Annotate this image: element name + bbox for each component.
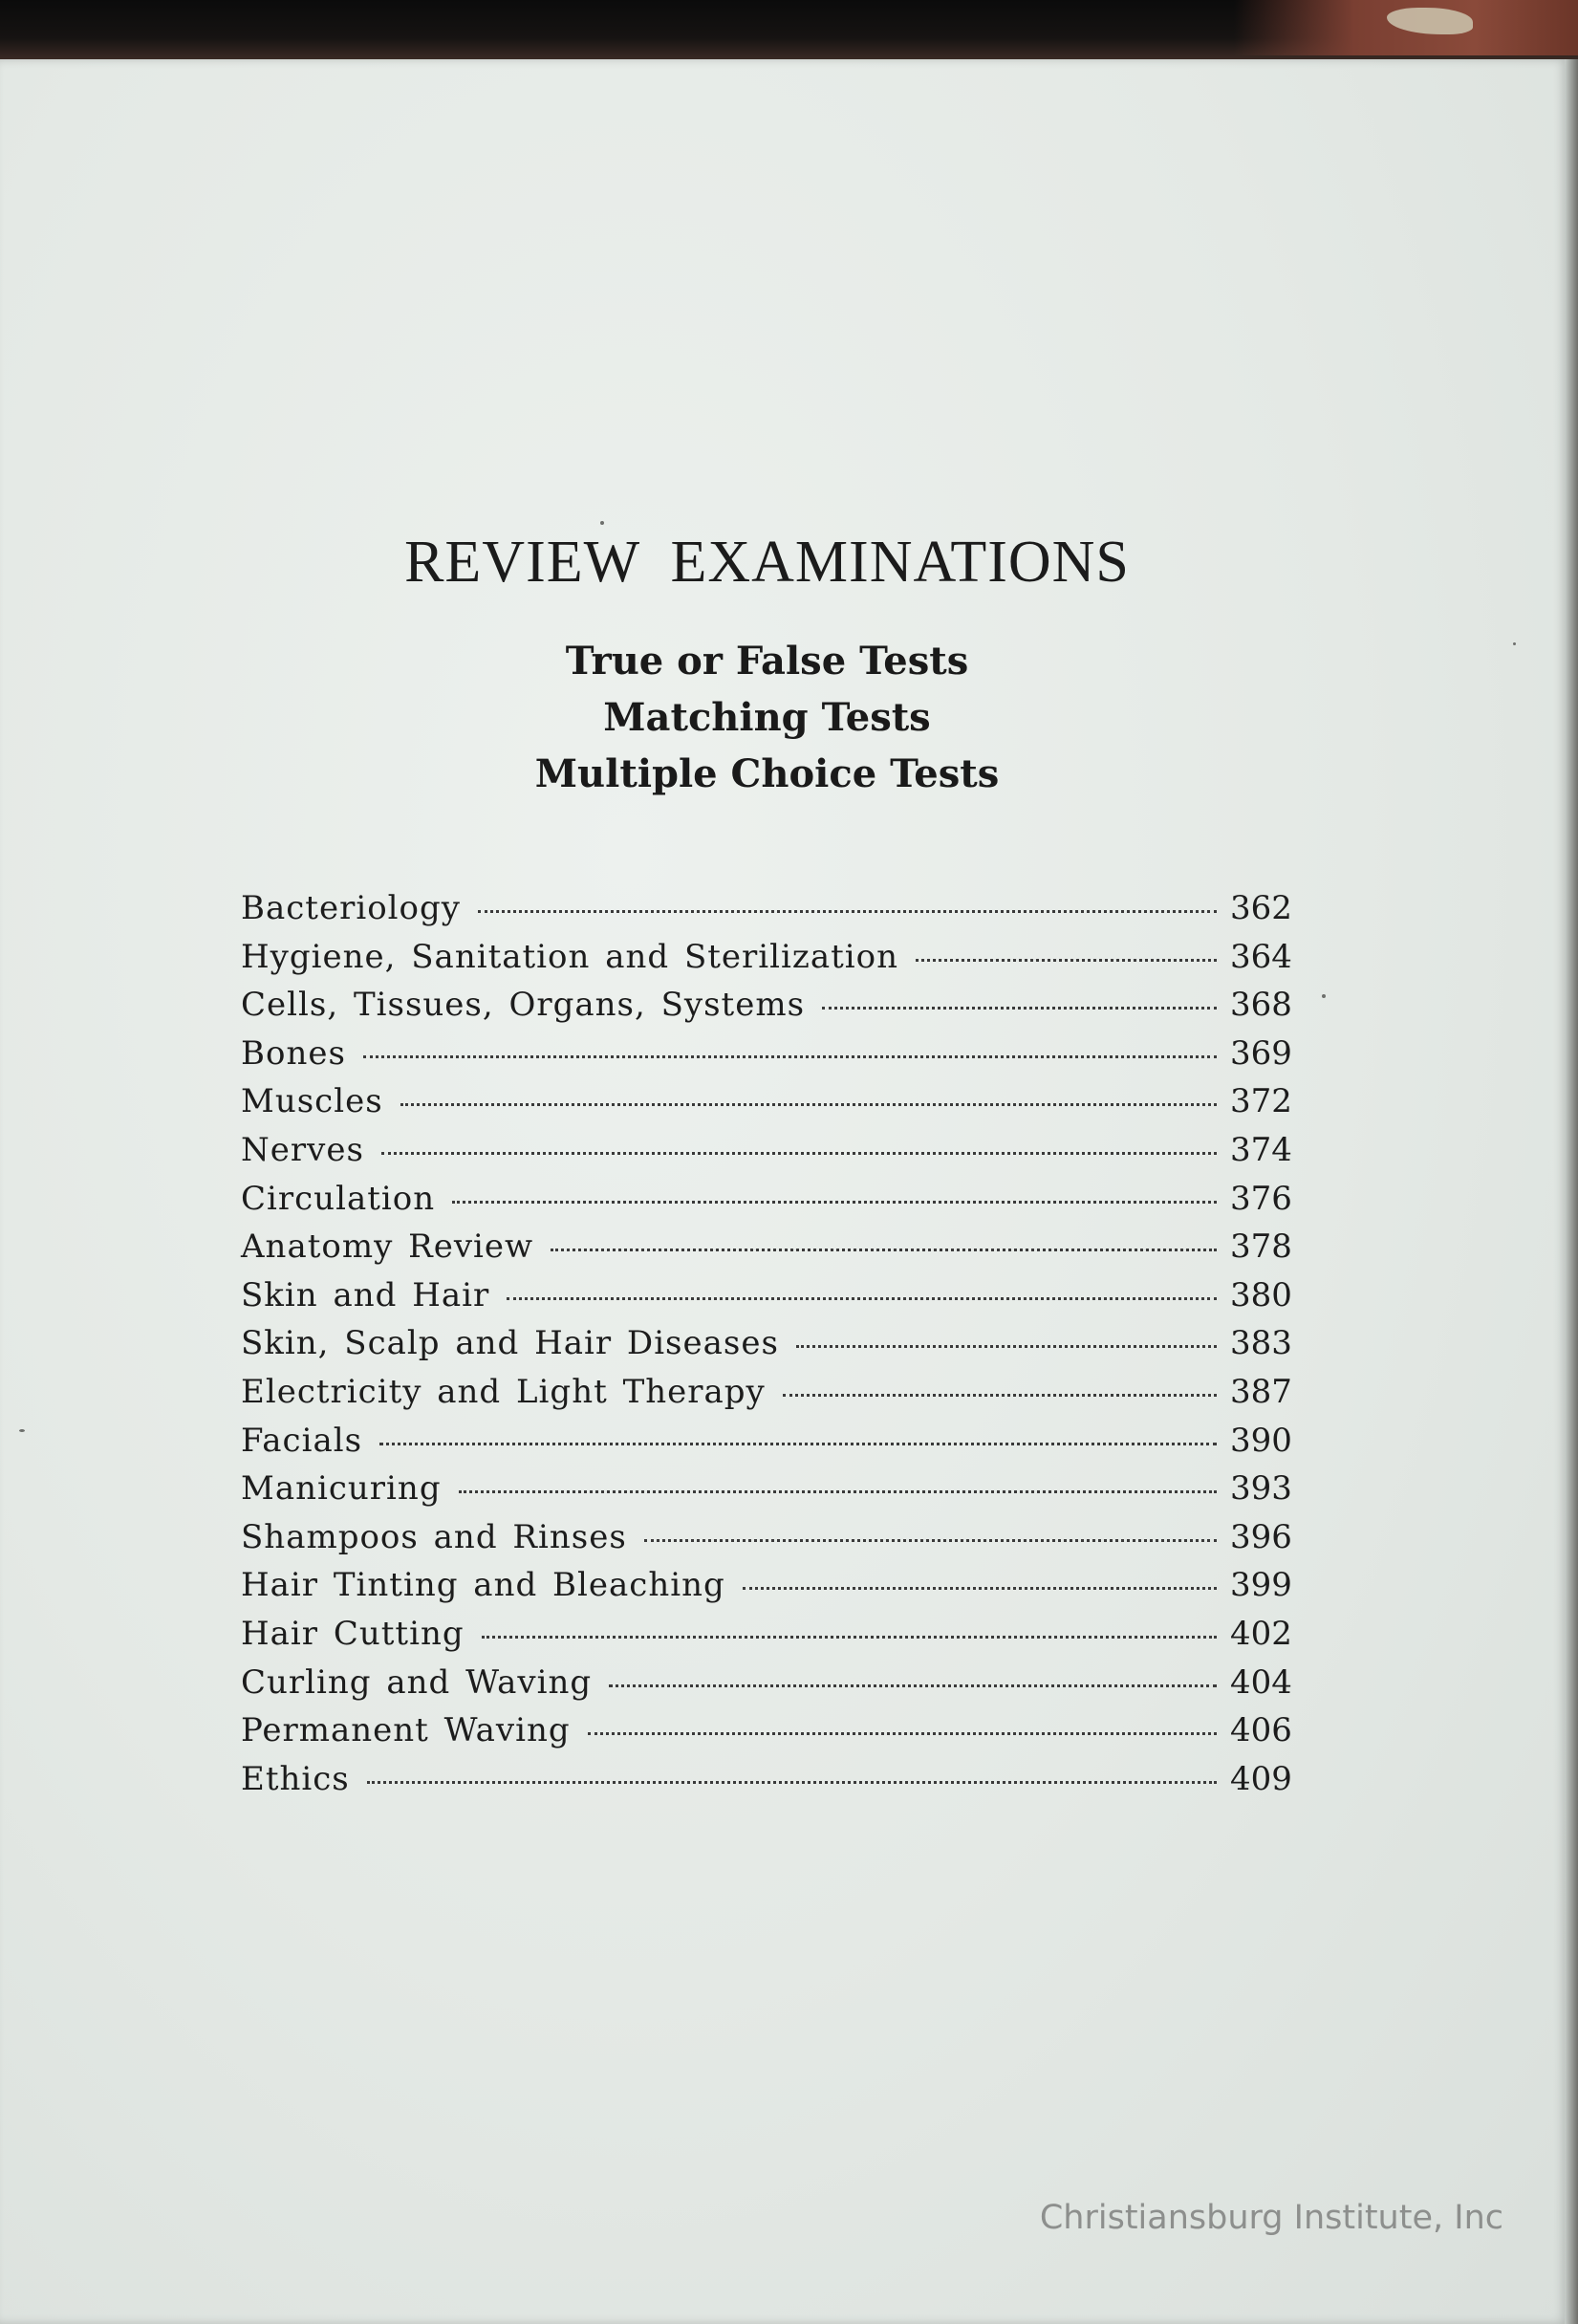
- dot-leader: [482, 1636, 1217, 1639]
- dot-leader: [478, 910, 1217, 913]
- dot-leader: [609, 1684, 1217, 1687]
- toc-entry-page-number: 404: [1230, 1662, 1292, 1702]
- toc-entry: [241, 889, 1292, 938]
- toc-entry-title: Anatomy Review: [241, 1227, 534, 1267]
- toc-entry-title: Skin, Scalp and Hair Diseases: [241, 1324, 779, 1363]
- toc-entry-title: Bones: [241, 1033, 346, 1073]
- subtitle-matching: Matching Tests: [603, 695, 931, 740]
- book-cover-edge: [0, 0, 1578, 67]
- toc-entry-page-number: 376: [1230, 1179, 1292, 1218]
- toc-entry-page-number: 383: [1230, 1324, 1292, 1363]
- toc-entry: [241, 1227, 1292, 1276]
- toc-entry: [241, 1759, 1292, 1809]
- toc-entry-title: Electricity and Light Therapy: [241, 1372, 766, 1411]
- toc-entry-page-number: 378: [1230, 1227, 1292, 1267]
- toc-entry: [241, 937, 1292, 987]
- dot-leader: [367, 1781, 1217, 1784]
- toc-entry-title: Circulation: [241, 1179, 436, 1218]
- toc-entry-title: Hair Cutting: [241, 1614, 465, 1653]
- toc-entry: [241, 1517, 1292, 1567]
- toc-entry-page-number: 406: [1230, 1711, 1292, 1750]
- paper-speck: [600, 521, 604, 525]
- toc-entry-page-number: 409: [1230, 1759, 1292, 1798]
- page-edge-shadow: [1565, 59, 1578, 2324]
- toc-entry: [241, 1324, 1292, 1373]
- toc-entry: [241, 1614, 1292, 1663]
- toc-entry-page-number: 372: [1230, 1082, 1292, 1121]
- dot-leader: [783, 1394, 1217, 1397]
- toc-entry: [241, 1130, 1292, 1180]
- toc-entry-title: Curling and Waving: [241, 1662, 593, 1702]
- dot-leader: [916, 959, 1217, 962]
- paper-speck: [19, 1429, 25, 1432]
- toc-entry-title: Facials: [241, 1421, 363, 1460]
- toc-entry-page-number: 387: [1230, 1372, 1292, 1411]
- toc-entry-page-number: 396: [1230, 1517, 1292, 1556]
- toc-entry: [241, 986, 1292, 1034]
- toc-entry-page-number: 393: [1230, 1469, 1292, 1509]
- subtitle-true-false: True or False Tests: [565, 639, 969, 684]
- dot-leader: [452, 1201, 1217, 1204]
- toc-entry-page-number: 374: [1230, 1130, 1292, 1169]
- dot-leader: [381, 1152, 1217, 1155]
- toc-entry: [241, 1275, 1292, 1325]
- toc-entry-page-number: 368: [1230, 986, 1292, 1025]
- toc-entry-title: Shampoos and Rinses: [241, 1517, 627, 1556]
- paper-speck: [1322, 994, 1326, 998]
- toc-entry-page-number: 402: [1230, 1614, 1292, 1653]
- toc-entry: [241, 1179, 1292, 1228]
- toc-entry-page-number: 364: [1230, 937, 1292, 976]
- toc-entry-title: Skin and Hair: [241, 1275, 490, 1314]
- toc-entry: [241, 1662, 1292, 1712]
- table-of-contents: [241, 889, 1292, 1808]
- toc-entry: [241, 1469, 1292, 1518]
- dot-leader: [822, 1007, 1217, 1010]
- toc-entry-title: Hygiene, Sanitation and Sterilization: [241, 937, 899, 976]
- dot-leader: [743, 1587, 1217, 1590]
- watermark: Christiansburg Institute, Inc: [1039, 2199, 1503, 2237]
- dot-leader: [796, 1345, 1217, 1348]
- dot-leader: [400, 1103, 1217, 1106]
- dot-leader: [644, 1539, 1217, 1542]
- toc-entry-title: Nerves: [241, 1130, 364, 1169]
- toc-entry: [241, 1082, 1292, 1131]
- toc-entry: [241, 1421, 1292, 1470]
- toc-entry: [241, 1033, 1292, 1083]
- toc-entry-title: Muscles: [241, 1082, 383, 1121]
- toc-entry-page-number: 399: [1230, 1566, 1292, 1605]
- dot-leader: [379, 1443, 1217, 1445]
- toc-entry: [241, 1566, 1292, 1615]
- toc-entry-page-number: 369: [1230, 1033, 1292, 1073]
- toc-entry-title: Manicuring: [241, 1469, 442, 1509]
- toc-entry: [241, 1372, 1292, 1422]
- dot-leader: [551, 1249, 1217, 1251]
- dot-leader: [507, 1297, 1217, 1300]
- toc-entry-title: Hair Tinting and Bleaching: [241, 1566, 725, 1605]
- subtitle-multiple-choice: Multiple Choice Tests: [534, 751, 1000, 796]
- dot-leader: [363, 1055, 1217, 1058]
- toc-entry-page-number: 362: [1230, 889, 1292, 927]
- dot-leader: [459, 1490, 1217, 1493]
- toc-entry-title: Bacteriology: [241, 889, 461, 927]
- toc-entry: [241, 1711, 1292, 1760]
- dot-leader: [588, 1732, 1217, 1735]
- toc-entry-title: Cells, Tissues, Organs, Systems: [241, 986, 806, 1025]
- toc-entry-page-number: 380: [1230, 1275, 1292, 1314]
- toc-entry-page-number: 390: [1230, 1421, 1292, 1460]
- page-title: REVIEW EXAMINATIONS: [404, 530, 1130, 595]
- subtitle-block: [0, 633, 1534, 802]
- toc-entry-title: Permanent Waving: [241, 1711, 571, 1750]
- toc-entry-title: Ethics: [241, 1759, 350, 1798]
